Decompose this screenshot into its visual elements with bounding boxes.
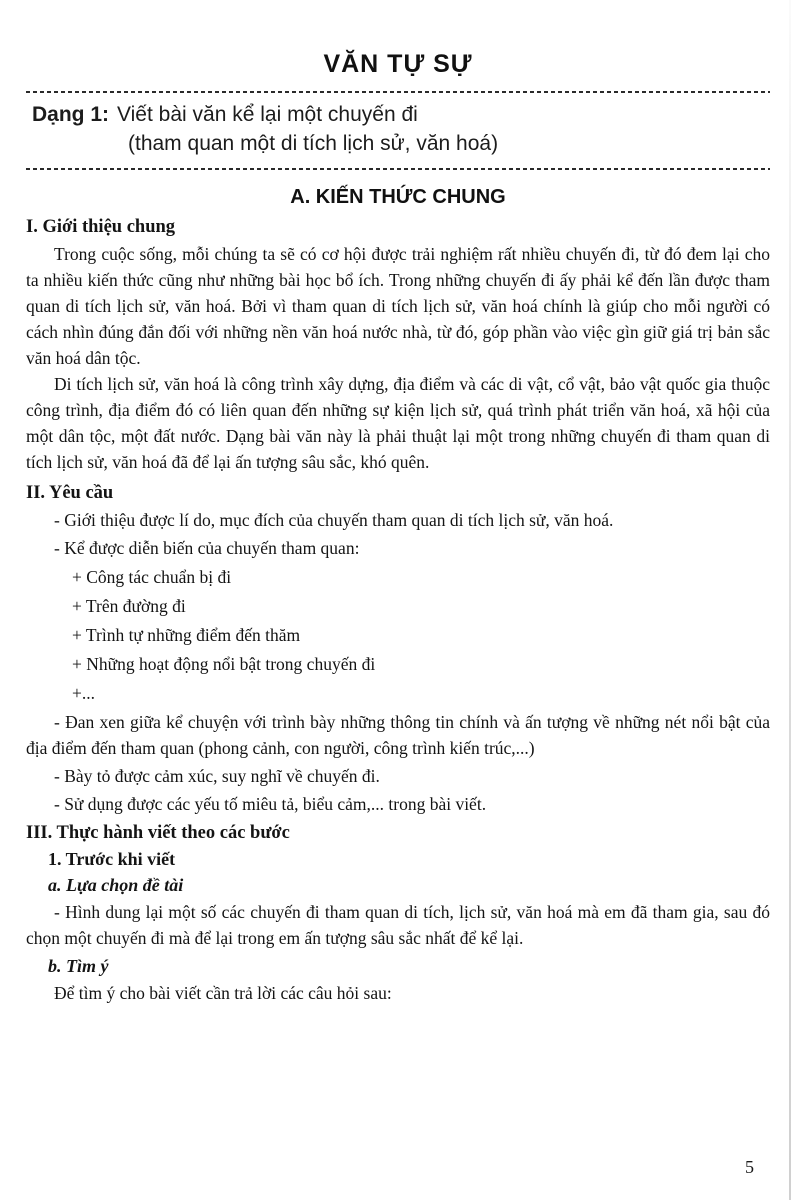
intro-paragraph-2: Di tích lịch sử, văn hoá là công trình xây dựng, địa điểm và các di vật, cổ vật, bảo vật quốc gia thuộc công trình, địa điểm đó có liên quan đến những sự kiện lịch sử, quá trình phát triển văn hoá, xã hội của một dân tộc, một đất nước. Dạng bài văn này là phải thuật lại một trong những chuyến đi tham quan di tích lịch sử, văn hoá đã để lại ấn tượng sâu sắc, khó quên.	[26, 374, 770, 472]
requirement-item: - Kể được diễn biến của chuyến tham quan:	[54, 538, 360, 558]
requirement-subitem: + Trên đường đi	[72, 596, 186, 616]
sub-a-heading: a. Lựa chọn đề tài	[48, 875, 184, 895]
dashed-divider-bottom	[26, 168, 770, 170]
requirement-item: - Đan xen giữa kể chuyện với trình bày những thông tin chính và ấn tượng về những nét nổi bật của địa điểm đến tham quan (phong cảnh, con người, công trình kiến trúc,...)	[26, 712, 770, 758]
sub-b-intro-line: Để tìm ý cho bài viết cần trả lời các câu hỏi sau:	[54, 983, 392, 1003]
requirement-item: - Bày tỏ được cảm xúc, suy nghĩ về chuyến đi.	[54, 766, 380, 786]
page-edge-shadow	[789, 0, 791, 1200]
requirement-subitem: + Những hoạt động nổi bật trong chuyến đi	[72, 654, 376, 674]
intro-paragraph-1: Trong cuộc sống, mỗi chúng ta sẽ có cơ hội được trải nghiệm rất nhiều chuyến đi, từ đó đem lại cho ta nhiều kiến thức cũng như những bài học bổ ích. Trong những chuyến đi ấy phải kể đến lần được tham quan di tích lịch sử, văn hoá. Bởi vì tham quan di tích lịch sử, văn hoá chính là giúp cho mỗi người có cách nhìn đúng đắn đối với những nền văn hoá nước nhà, từ đó, góp phần vào việc gìn giữ giá trị bản sắc văn hoá dân tộc.	[26, 244, 770, 368]
section-i-heading: I. Giới thiệu chung	[26, 217, 176, 237]
sub-a-paragraph: - Hình dung lại một số các chuyến đi tham quan di tích, lịch sử, văn hoá mà em đã tham gia, sau đó chọn một chuyến đi mà để lại trong em ấn tượng sâu sắc nhất để kể lại.	[26, 902, 770, 948]
sub-b-heading: b. Tìm ý	[48, 956, 109, 976]
requirement-item: - Giới thiệu được lí do, mục đích của chuyến tham quan di tích lịch sử, văn hoá.	[54, 510, 614, 530]
page-title: VĂN TỰ SỰ	[323, 50, 473, 78]
type-box-subtitle: (tham quan một di tích lịch sử, văn hoá)	[128, 132, 499, 155]
page-number: 5	[745, 1157, 754, 1177]
section-iii-heading: III. Thực hành viết theo các bước	[26, 823, 290, 843]
dashed-divider-top	[26, 91, 770, 93]
requirement-subitem: + Công tác chuẩn bị đi	[72, 567, 232, 587]
type-box-label: Dạng 1:	[32, 103, 110, 126]
step-1-heading: 1. Trước khi viết	[48, 849, 176, 869]
type-box-line1	[32, 103, 770, 127]
type-box	[26, 94, 770, 167]
type-box-title: Viết bài văn kể lại một chuyến đi	[117, 103, 418, 126]
requirement-item: - Sử dụng được các yếu tố miêu tả, biểu cảm,... trong bài viết.	[54, 794, 487, 814]
requirement-subitem: + Trình tự những điểm đến thăm	[72, 625, 301, 645]
section-a-heading: A. KIẾN THỨC CHUNG	[290, 186, 506, 208]
requirement-subitem: +...	[72, 683, 95, 703]
section-ii-heading: II. Yêu cầu	[26, 483, 114, 503]
